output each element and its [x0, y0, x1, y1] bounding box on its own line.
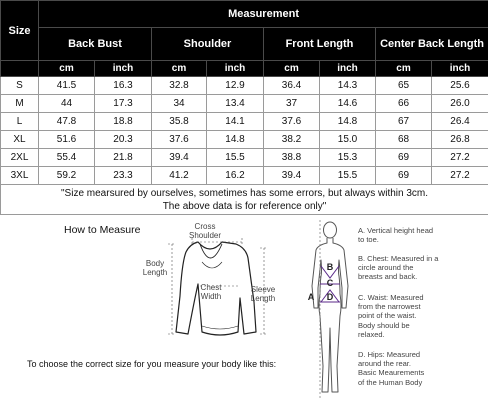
value-cell: 65 [376, 77, 432, 95]
shoulder-header: Shoulder [152, 28, 264, 61]
value-cell: 15.5 [207, 149, 264, 167]
value-cell: 14.8 [320, 113, 376, 131]
value-cell: 25.6 [432, 77, 488, 95]
choose-size-instruction: To choose the correct size for you measure your body like this: [27, 359, 277, 369]
value-cell: 38.8 [264, 149, 320, 167]
body-length-label: Body Length [142, 259, 168, 277]
human-body-icon [312, 222, 348, 392]
table-row [1, 167, 488, 185]
front-length-header: Front Length [264, 28, 376, 61]
value-cell: 34 [152, 95, 207, 113]
value-cell: 68 [376, 131, 432, 149]
value-cell: 20.3 [95, 131, 152, 149]
value-cell: 14.3 [320, 77, 376, 95]
value-cell: 14.6 [320, 95, 376, 113]
desc-b-chest: B. Chest: Measured in a circle around the breasts and back. [358, 254, 439, 282]
value-cell: 51.6 [39, 131, 95, 149]
value-cell: 12.9 [207, 77, 264, 95]
unit-blank [1, 61, 39, 77]
value-cell: 23.3 [95, 167, 152, 185]
body-letter-a: A [307, 292, 315, 302]
value-cell: 39.4 [264, 167, 320, 185]
unit-header: inch [95, 61, 152, 77]
measurement-note [1, 185, 488, 215]
value-cell: 16.2 [207, 167, 264, 185]
value-cell: 27.2 [432, 167, 488, 185]
cross-shoulder-label: Cross Shoulder [188, 222, 222, 240]
value-cell: 15.0 [320, 131, 376, 149]
unit-header: cm [39, 61, 95, 77]
value-cell: 36.4 [264, 77, 320, 95]
chest-width-label: Chest Width [200, 283, 222, 301]
value-cell: 37.6 [152, 131, 207, 149]
body-letter-d: D [326, 292, 334, 302]
size-cell: S [1, 77, 39, 95]
note-line-2: The above data is for reference only" [162, 200, 327, 212]
unit-header: cm [152, 61, 207, 77]
desc-a-height: A. Vertical height head to toe. [358, 226, 434, 245]
back-bust-header: Back Bust [39, 28, 152, 61]
value-cell: 17.3 [95, 95, 152, 113]
unit-header: inch [207, 61, 264, 77]
note-line-1: "Size mearsured by ourselves, sometimes has some errors, but always within 3cm. [61, 187, 429, 199]
body-letter-c: C [326, 278, 334, 288]
value-cell: 14.8 [207, 131, 264, 149]
value-cell: 41.2 [152, 167, 207, 185]
size-cell: M [1, 95, 39, 113]
size-cell: XL [1, 131, 39, 149]
value-cell: 26.8 [432, 131, 488, 149]
sleeve-length-label: Sleeve Length [250, 285, 276, 303]
value-cell: 26.0 [432, 95, 488, 113]
value-cell: 69 [376, 167, 432, 185]
table-row [1, 95, 488, 113]
value-cell: 27.2 [432, 149, 488, 167]
unit-header: cm [376, 61, 432, 77]
value-cell: 55.4 [39, 149, 95, 167]
table-row [1, 131, 488, 149]
unit-header: inch [432, 61, 488, 77]
value-cell: 14.1 [207, 113, 264, 131]
center-back-length-header: Center Back Length [376, 28, 488, 61]
body-measure-figure [296, 216, 360, 400]
value-cell: 35.8 [152, 113, 207, 131]
value-cell: 13.4 [207, 95, 264, 113]
value-cell: 15.5 [320, 167, 376, 185]
units-row [1, 61, 488, 77]
desc-c-waist: C. Waist: Measured from the narrowest point of the waist. Body should be relaxed. [358, 293, 424, 339]
size-column-header: Size [1, 1, 39, 61]
value-cell: 26.4 [432, 113, 488, 131]
value-cell: 38.2 [264, 131, 320, 149]
size-cell: L [1, 113, 39, 131]
value-cell: 32.8 [152, 77, 207, 95]
value-cell: 37 [264, 95, 320, 113]
size-cell: 3XL [1, 167, 39, 185]
value-cell: 67 [376, 113, 432, 131]
measurement-header: Measurement [39, 1, 488, 28]
desc-d-hips: D. Hips: Measured around the rear. Basic Meaurements of the Human Body [358, 350, 425, 387]
value-cell: 37.6 [264, 113, 320, 131]
value-cell: 15.3 [320, 149, 376, 167]
value-cell: 59.2 [39, 167, 95, 185]
table-row [1, 149, 488, 167]
table-row [1, 113, 488, 131]
value-cell: 18.8 [95, 113, 152, 131]
unit-header: cm [264, 61, 320, 77]
value-cell: 69 [376, 149, 432, 167]
value-cell: 41.5 [39, 77, 95, 95]
unit-header: inch [320, 61, 376, 77]
value-cell: 47.8 [39, 113, 95, 131]
size-cell: 2XL [1, 149, 39, 167]
body-letter-b: B [326, 262, 334, 272]
value-cell: 16.3 [95, 77, 152, 95]
value-cell: 21.8 [95, 149, 152, 167]
value-cell: 39.4 [152, 149, 207, 167]
how-to-measure-title: How to Measure [64, 224, 141, 236]
value-cell: 66 [376, 95, 432, 113]
table-row [1, 77, 488, 95]
value-cell: 44 [39, 95, 95, 113]
